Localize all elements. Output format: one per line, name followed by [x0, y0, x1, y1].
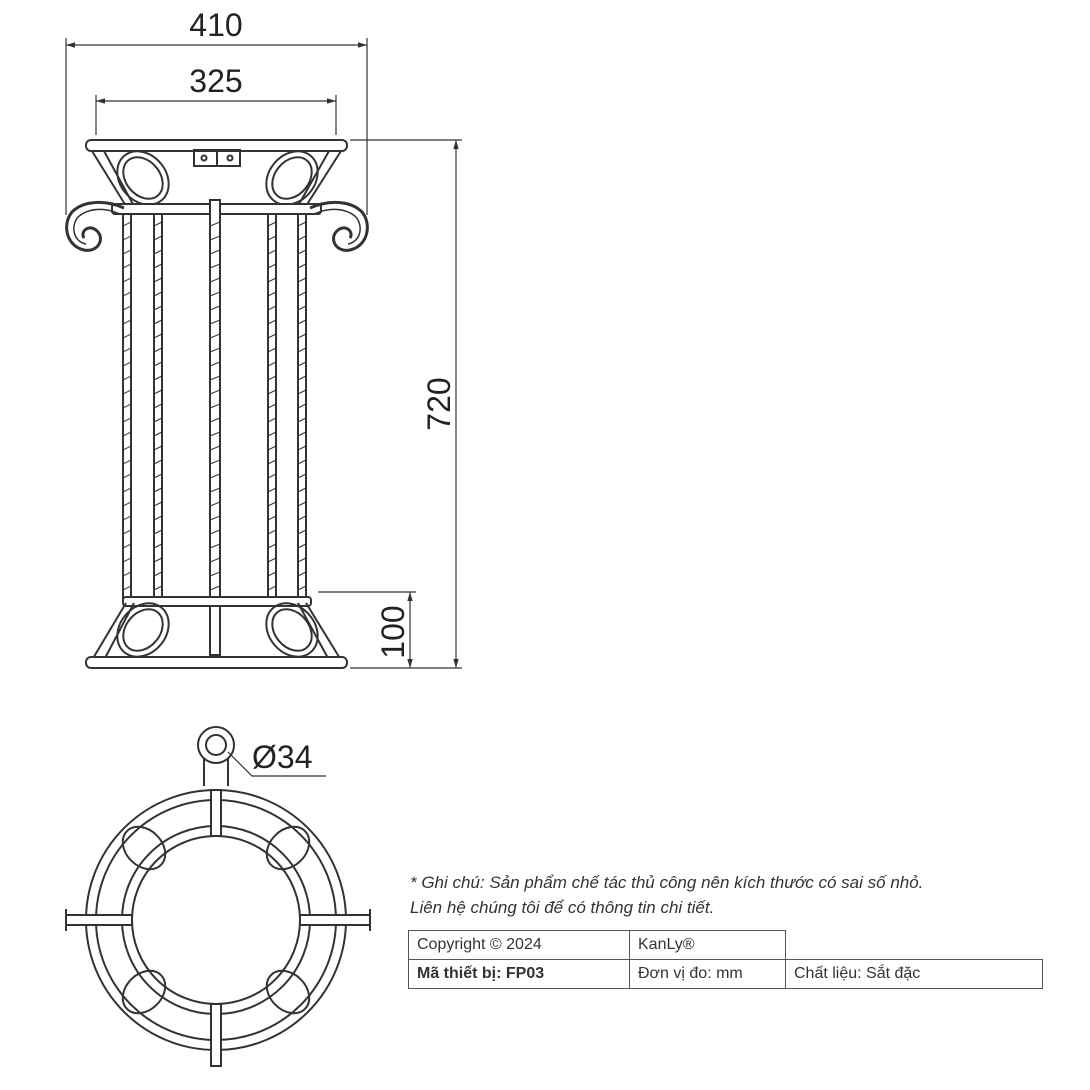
base-flare-right — [298, 603, 341, 660]
spoke-right — [300, 915, 370, 925]
top-flare-left — [92, 151, 134, 206]
lower-band — [123, 597, 311, 606]
hanging-ring — [198, 727, 234, 763]
inner-rim — [132, 836, 300, 1004]
vertical-bars — [123, 200, 306, 655]
note — [410, 870, 1050, 920]
note-line-2: Liên hệ chúng tôi để có thông tin chi tiết. — [410, 898, 715, 917]
title-block — [408, 930, 1043, 989]
brand-cell: KanLy® — [630, 931, 786, 960]
dim-base-height: 100 — [375, 605, 411, 659]
spoke-top — [211, 790, 221, 836]
top-view — [66, 727, 370, 1066]
dim-height: 720 — [421, 377, 457, 431]
unit-cell: Đơn vị đo: mm — [630, 960, 786, 989]
empty-cell — [786, 931, 1043, 960]
model-cell: Mã thiết bị: FP03 — [409, 960, 630, 989]
dim-ring-diameter: Ø34 — [252, 739, 313, 775]
copyright-cell: Copyright © 2024 — [409, 931, 630, 960]
front-view — [67, 140, 368, 668]
dim-overall-width: 410 — [189, 7, 243, 43]
material-cell: Chất liệu: Sắt đặc — [786, 960, 1043, 989]
spoke-bottom — [211, 1004, 221, 1066]
spoke-left — [66, 915, 132, 925]
base-rim — [86, 657, 347, 668]
note-line-1: * Ghi chú: Sản phẩm chế tác thủ công nên kích thước có sai số nhỏ. — [410, 873, 924, 892]
dim-inner-width: 325 — [189, 63, 243, 99]
